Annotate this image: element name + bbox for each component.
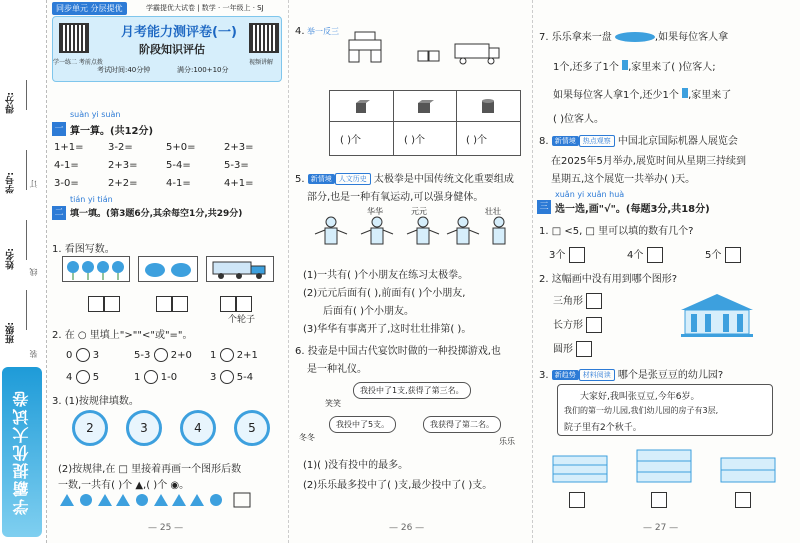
- option-3[interactable]: 3个: [549, 246, 585, 263]
- truck-icon: [207, 257, 273, 281]
- option-4[interactable]: 4个: [627, 246, 663, 263]
- cuboid-icon: [416, 99, 434, 115]
- shape-pattern: [58, 492, 278, 508]
- q2-2-prompt: 2. 在 ○ 里填上">""<"或"="。: [52, 330, 193, 341]
- checkbox: [647, 247, 663, 263]
- q8-line3: 星期五,这个展览一共举办( )天。: [551, 174, 696, 185]
- qr-code-left[interactable]: [59, 23, 89, 53]
- passage-line: 大家好,我叫张豆豆,今年6岁。: [580, 392, 700, 402]
- block-truck-icon: [453, 40, 503, 66]
- calc-item: 5-4=: [166, 160, 191, 171]
- page-number: — 26 —: [389, 523, 425, 533]
- page-26: [288, 0, 527, 543]
- q8-tag-new: 新情境: [552, 136, 579, 146]
- answer-grid-1: [88, 296, 120, 312]
- section2-pinyin: tián yi tián: [70, 195, 113, 204]
- q5-sub2a: (2)元元后面有( ),前面有( )个小朋友,: [303, 288, 466, 299]
- q8-tag-topic: 热点观察: [579, 135, 615, 147]
- calc-item: 2+2=: [108, 178, 138, 189]
- student-name: 壮壮: [485, 207, 501, 216]
- option-5[interactable]: 5个: [705, 246, 741, 263]
- student-id-label: 学号:: [6, 172, 16, 194]
- q7-line2: 1个,还多了1个 ,家里来了( )位客人;: [553, 62, 716, 73]
- page-25: [48, 0, 282, 543]
- q6-sub2: (2)乐乐最多投中了( )支,最少投中了( )支。: [303, 480, 493, 491]
- page-27: [532, 0, 795, 543]
- exam-time: 考试时间:40分钟: [97, 66, 151, 74]
- section3-pinyin: xuǎn yi xuǎn huà: [555, 190, 625, 199]
- section1-pinyin: suàn yi suàn: [70, 110, 121, 119]
- q3-tag-topic: 材料阅读: [579, 369, 615, 381]
- calc-item: 3-2=: [108, 142, 133, 153]
- count-cell: ( )个: [340, 135, 361, 146]
- q5-tag-topic: 人文历史: [335, 173, 371, 185]
- passage-line: 院子里有2个秋千。: [564, 423, 642, 433]
- compare-item: 0 3: [66, 350, 100, 361]
- cut-char: 订: [29, 180, 38, 188]
- answer-grid-2: [156, 296, 188, 312]
- class-line: [26, 290, 27, 330]
- speech-bubble: 我获得了第二名。: [423, 416, 501, 433]
- q7-line3: 如果每位客人拿1个,还少1个 ,家里来了: [553, 90, 732, 101]
- qr-left-caption: 学一练二 考前点拨: [53, 59, 103, 66]
- cut-char: 装: [29, 350, 38, 358]
- exam-title: 月考能力测评卷(一): [121, 25, 237, 40]
- q2-3b-line2: 一数,一共有( )个 ▲,( )个 ◉。: [58, 480, 190, 491]
- compare-item: 3 5-4: [210, 372, 254, 383]
- q3-tag-new: 新趋势: [552, 370, 579, 380]
- q3-1-prompt: 1. □ <5, □ 里可以填的数有几个?: [539, 226, 694, 237]
- pattern-number: 5: [234, 410, 270, 446]
- building-picture-icon: [677, 292, 757, 338]
- shape-count-table: [329, 90, 521, 156]
- q6-sub1: (1)( )没有投中的最多。: [303, 460, 409, 471]
- option-triangle[interactable]: 三角形: [553, 292, 602, 309]
- title-banner: [52, 16, 282, 82]
- qr-code-right[interactable]: [249, 23, 279, 53]
- q6-line1: 6. 投壶是中国古代宴饮时做的一种投掷游戏,也: [295, 346, 501, 357]
- name-line: [26, 220, 27, 260]
- calc-item: 1+1=: [54, 142, 84, 153]
- compare-item: 5-3 2+0: [134, 350, 192, 361]
- checkbox: [586, 293, 602, 309]
- q7-line4: ( )位客人。: [553, 114, 604, 125]
- answer-grid-3: [220, 296, 252, 312]
- exam-score: 满分:100+10分: [177, 66, 229, 74]
- compare-item: 1 1-0: [134, 372, 178, 383]
- calc-item: 5-3=: [224, 160, 249, 171]
- calc-item: 2+3=: [224, 142, 254, 153]
- section3-number: 三: [537, 200, 551, 214]
- q4-tag: 举一反三: [307, 27, 339, 36]
- checkbox: [569, 247, 585, 263]
- pattern-number: 4: [180, 410, 216, 446]
- kindergarten-buildings-icon: [545, 446, 783, 486]
- crab-icon: [139, 257, 197, 281]
- q5-sub2b: 后面有( )个小朋友。: [323, 306, 414, 317]
- q5-sub3: (3)华华有事离开了,这时壮壮排第( )。: [303, 324, 472, 335]
- passage-line: 我们的第一幼儿园,我们幼儿园的房子有3层,: [564, 406, 719, 415]
- answer-box[interactable]: [569, 492, 585, 508]
- student-id-line: [26, 150, 27, 190]
- q5-line2: 部分,也是一种有氧运动,可以强身健体。: [307, 192, 484, 203]
- checkbox: [576, 341, 592, 357]
- pattern-number: 2: [72, 410, 108, 446]
- cylinder-icon: [480, 97, 496, 117]
- section1-title: 算一算。(共12分): [70, 126, 154, 137]
- flower-icon: [63, 257, 129, 281]
- q2-3-prompt: 3. (1)按规律填数。: [52, 396, 139, 407]
- pattern-number: 3: [126, 410, 162, 446]
- reading-passage: [557, 384, 773, 436]
- q3-3-prompt: 3. 新趋势 材料阅读 哪个是张豆豆的幼儿园?: [539, 370, 724, 381]
- q2-1-prompt: 1. 看图写数。: [52, 244, 115, 255]
- section1-number: 一: [52, 122, 66, 136]
- checkbox: [586, 317, 602, 333]
- child-name: 冬冬: [299, 433, 315, 442]
- class-label: 班级:: [6, 322, 16, 344]
- taichi-children-icon: [313, 216, 513, 256]
- q4-label: 4.: [295, 26, 305, 37]
- plate-icon: [615, 32, 655, 42]
- compare-item: 4 5: [66, 372, 100, 383]
- student-name: 华华: [367, 207, 383, 216]
- qr-right-caption: 视频讲解: [249, 59, 274, 66]
- calc-item: 3-0=: [54, 178, 79, 189]
- exam-subtitle: 阶段知识评估: [139, 43, 205, 56]
- cut-char: 线: [29, 268, 38, 276]
- count-cell: ( )个: [466, 135, 487, 146]
- score-label: 得分:: [6, 92, 16, 114]
- calc-item: 2+3=: [108, 160, 138, 171]
- cube-icon: [354, 99, 370, 115]
- option-circle[interactable]: 圆形: [553, 340, 592, 357]
- calc-item: 4+1=: [224, 178, 254, 189]
- speech-bubble: 我投中了1支,获得了第三名。: [353, 382, 471, 399]
- q2-3b-prompt: (2)按规律,在 □ 里接着再画一个图形后数: [58, 464, 242, 475]
- q7-line1: 7. 乐乐拿来一盘 ,如果每位客人拿: [539, 32, 729, 43]
- section2-number: 二: [52, 206, 66, 220]
- answer-box[interactable]: [651, 492, 667, 508]
- section2-title: 填一填。(第3题6分,其余每空1分,共29分): [70, 209, 243, 219]
- crabs-picture: [138, 256, 198, 282]
- section3-title: 选一选,画"√"。(每题3分,共18分): [555, 204, 710, 215]
- checkbox: [725, 247, 741, 263]
- flowers-picture: [62, 256, 130, 282]
- calc-item: 4-1=: [54, 160, 79, 171]
- series-title: 学霸提优大试卷 | 数学 · 一年级上 · SJ: [146, 4, 264, 12]
- wheels-unit: 个轮子: [228, 315, 256, 325]
- score-line: [26, 80, 27, 110]
- truck-picture: [206, 256, 274, 282]
- answer-box[interactable]: [735, 492, 751, 508]
- q5-tag-new: 新情境: [308, 174, 335, 184]
- count-cell: ( )个: [404, 135, 425, 146]
- cube-blocks-icon: [417, 48, 441, 62]
- q6-line2: 是一种礼仪。: [307, 364, 367, 375]
- child-name: 笑笑: [325, 399, 341, 408]
- q8-line1: 8. 新情境 热点观察 中国北京国际机器人展览会: [539, 136, 738, 147]
- student-name: 元元: [411, 207, 427, 216]
- q8-line2: 在2025年5月举办,展览时间从星期三持续到: [551, 156, 746, 167]
- page-number: — 27 —: [643, 523, 679, 533]
- calc-item: 4-1=: [166, 178, 191, 189]
- brand-logo-text: 学霸提优大试卷: [2, 367, 42, 537]
- block-castle-icon: [345, 30, 405, 64]
- speech-bubble: 我投中了5支。: [329, 416, 396, 433]
- q3-2-prompt: 2. 这幅画中没有用到哪个图形?: [539, 274, 678, 285]
- q5-sub1: (1)一共有( )个小朋友在练习太极拳。: [303, 270, 469, 281]
- child-name: 乐乐: [499, 437, 515, 446]
- calc-item: 5+0=: [166, 142, 196, 153]
- binding-strip: [0, 0, 47, 543]
- name-label: 姓名:: [6, 248, 16, 270]
- page-number: — 25 —: [148, 523, 184, 533]
- compare-item: 1 2+1: [210, 350, 258, 361]
- series-badge: 同步单元 分层提优: [52, 2, 127, 15]
- q5-line1: 5. 新情境 人文历史 太极拳是中国传统文化重要组成: [295, 174, 514, 185]
- option-rectangle[interactable]: 长方形: [553, 316, 602, 333]
